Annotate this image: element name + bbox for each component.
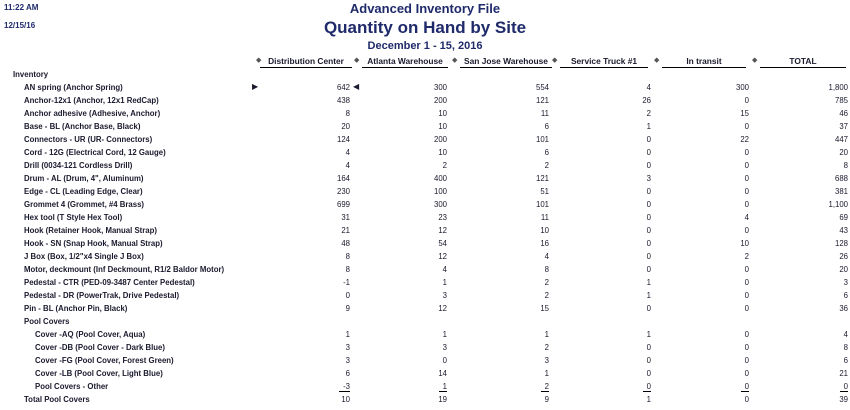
row-value[interactable]: 300	[433, 83, 447, 92]
row-value[interactable]: 1	[646, 122, 651, 131]
report-row[interactable]	[0, 368, 850, 381]
row-value[interactable]: 230	[336, 187, 350, 196]
column-sort-icon[interactable]: ◆	[256, 57, 262, 64]
row-value[interactable]: -3	[339, 382, 350, 391]
report-row[interactable]	[0, 264, 850, 277]
row-value[interactable]: 121	[535, 96, 549, 105]
row-value[interactable]: 1	[646, 291, 651, 300]
row-value[interactable]: 3	[442, 291, 447, 300]
column-header[interactable]: TOTAL	[760, 56, 846, 68]
row-value[interactable]: 124	[336, 135, 350, 144]
row-label: Hook - SN (Snap Hook, Manual Strap)	[24, 239, 163, 248]
report-time: 11:22 AM	[4, 3, 39, 12]
row-value[interactable]: 0	[646, 200, 651, 209]
row-value[interactable]: 2	[646, 109, 651, 118]
row-value[interactable]: 0	[744, 200, 749, 209]
report-row[interactable]	[0, 199, 850, 212]
column-header[interactable]: San Jose Warehouse	[460, 56, 552, 68]
row-value[interactable]: 1	[544, 369, 549, 378]
column-sort-icon[interactable]: ◆	[452, 57, 458, 64]
row-value[interactable]: 26	[642, 96, 651, 105]
row-value[interactable]: 0	[646, 343, 651, 352]
row-value[interactable]: 1	[442, 278, 447, 287]
row-value[interactable]: 0	[744, 226, 749, 235]
row-value[interactable]: 642	[336, 83, 350, 92]
row-label: Hook (Retainer Hook, Manual Strap)	[24, 226, 157, 235]
row-value[interactable]: 14	[438, 369, 447, 378]
row-value[interactable]: 4	[442, 265, 447, 274]
row-value[interactable]: 69	[839, 213, 848, 222]
report-row[interactable]	[0, 303, 850, 316]
report-row[interactable]	[0, 355, 850, 368]
row-value[interactable]: 1	[646, 395, 651, 404]
report-row[interactable]	[0, 69, 850, 82]
row-value[interactable]: 128	[834, 239, 848, 248]
row-value[interactable]: 4	[345, 161, 350, 170]
row-value[interactable]: 0	[744, 161, 749, 170]
row-value[interactable]: 0	[646, 265, 651, 274]
row-value[interactable]: 1	[544, 330, 549, 339]
row-label: Pedestal - DR (PowerTrak, Drive Pedestal)	[24, 291, 180, 300]
row-value[interactable]: 43	[839, 226, 848, 235]
row-value[interactable]: 1	[646, 278, 651, 287]
row-value[interactable]: 16	[540, 239, 549, 248]
row-value[interactable]: 0	[646, 304, 651, 313]
row-value[interactable]: 19	[438, 395, 447, 404]
report-row[interactable]	[0, 381, 850, 394]
row-value[interactable]: 15	[540, 304, 549, 313]
row-value[interactable]: 1	[646, 330, 651, 339]
row-value[interactable]: 0	[744, 187, 749, 196]
row-value[interactable]: 9	[345, 304, 350, 313]
row-label: Anchor-12x1 (Anchor, 12x1 RedCap)	[24, 96, 159, 105]
row-value[interactable]: 20	[839, 265, 848, 274]
row-value[interactable]: 101	[535, 200, 549, 209]
row-value[interactable]: 4	[744, 213, 749, 222]
row-value[interactable]: 200	[433, 96, 447, 105]
row-value[interactable]: 0	[646, 148, 651, 157]
report-body	[0, 69, 850, 407]
row-value[interactable]: 0	[744, 278, 749, 287]
row-value[interactable]: 2	[544, 291, 549, 300]
row-value[interactable]: 8	[345, 252, 350, 261]
row-value[interactable]: 0	[646, 252, 651, 261]
column-header[interactable]: Service Truck #1	[560, 56, 648, 68]
row-value[interactable]: 15	[740, 109, 749, 118]
row-value[interactable]: 0	[646, 187, 651, 196]
row-value[interactable]: 8	[843, 161, 848, 170]
report-row[interactable]	[0, 238, 850, 251]
company-name: Advanced Inventory File	[349, 1, 501, 16]
row-value[interactable]: 6	[843, 291, 848, 300]
row-value[interactable]: 0	[744, 148, 749, 157]
row-label: Cord - 12G (Electrical Cord, 12 Gauge)	[24, 148, 166, 157]
row-value[interactable]: 12	[438, 252, 447, 261]
row-value[interactable]: 2	[544, 278, 549, 287]
row-value[interactable]: 4	[544, 252, 549, 261]
report-row[interactable]	[0, 316, 850, 329]
column-sort-icon[interactable]: ◆	[752, 57, 758, 64]
row-label: Base - BL (Anchor Base, Black)	[24, 122, 141, 131]
row-value[interactable]: 0	[741, 382, 749, 391]
row-value[interactable]: 0	[442, 356, 447, 365]
row-value[interactable]: 4	[345, 148, 350, 157]
row-value[interactable]: 8	[345, 265, 350, 274]
row-label: Cover -LB (Pool Cover, Light Blue)	[35, 369, 163, 378]
row-value[interactable]: 121	[535, 174, 549, 183]
row-value[interactable]: 688	[834, 174, 848, 183]
row-value[interactable]: 39	[839, 395, 848, 404]
row-value[interactable]: 381	[834, 187, 848, 196]
row-value[interactable]: 2	[544, 343, 549, 352]
report-row[interactable]	[0, 277, 850, 290]
report-row[interactable]	[0, 108, 850, 121]
row-value[interactable]: 12	[438, 226, 447, 235]
row-value[interactable]: 48	[341, 239, 350, 248]
row-value[interactable]: 2	[544, 161, 549, 170]
column-sort-icon[interactable]: ◆	[552, 57, 558, 64]
row-value[interactable]: 0	[646, 239, 651, 248]
row-value[interactable]: 0	[643, 382, 651, 391]
row-value[interactable]: 3	[843, 278, 848, 287]
row-value[interactable]: 23	[438, 213, 447, 222]
row-label: Inventory	[13, 70, 49, 79]
row-value[interactable]: 51	[540, 187, 549, 196]
row-value[interactable]: 0	[744, 304, 749, 313]
row-value[interactable]: 6	[544, 122, 549, 131]
column-sort-icon[interactable]: ◆	[354, 57, 360, 64]
report-row[interactable]	[0, 329, 850, 342]
row-label: Drum - AL (Drum, 4", Aluminum)	[24, 174, 144, 183]
row-value[interactable]: 10	[438, 109, 447, 118]
row-value[interactable]: 0	[840, 382, 848, 391]
report-row[interactable]	[0, 82, 850, 95]
row-label: J Box (Box, 1/2"x4 Single J Box)	[24, 252, 144, 261]
report-row[interactable]	[0, 134, 850, 147]
date-range: December 1 - 15, 2016	[367, 40, 483, 52]
row-value[interactable]: 101	[535, 135, 549, 144]
row-value[interactable]: 785	[834, 96, 848, 105]
report-row[interactable]	[0, 225, 850, 238]
row-value[interactable]: 31	[341, 213, 350, 222]
row-label: Anchor adhesive (Adhesive, Anchor)	[24, 109, 161, 118]
report-date: 12/15/16	[4, 21, 36, 30]
row-value[interactable]: 0	[744, 265, 749, 274]
row-value[interactable]: 0	[744, 369, 749, 378]
row-value[interactable]: 0	[646, 226, 651, 235]
row-value[interactable]: 6	[544, 148, 549, 157]
report-row[interactable]	[0, 186, 850, 199]
row-label: Total Pool Covers	[24, 395, 90, 404]
row-value[interactable]: 3	[646, 174, 651, 183]
row-value[interactable]: 554	[535, 83, 549, 92]
report-title: Quantity on Hand by Site	[323, 18, 527, 37]
row-value[interactable]: 10	[740, 239, 749, 248]
row-value[interactable]: 36	[839, 304, 848, 313]
row-value[interactable]: 9	[544, 395, 549, 404]
row-value[interactable]: 2	[541, 382, 549, 391]
row-value[interactable]: 10	[438, 148, 447, 157]
row-value[interactable]: 164	[336, 174, 350, 183]
row-value[interactable]: 6	[843, 356, 848, 365]
report-row[interactable]	[0, 290, 850, 303]
row-value[interactable]: 11	[540, 213, 549, 222]
row-value[interactable]: 0	[646, 161, 651, 170]
row-label: Pool Covers - Other	[35, 382, 109, 391]
row-value[interactable]: -1	[343, 278, 350, 287]
row-value[interactable]: 54	[438, 239, 447, 248]
row-value[interactable]: 699	[336, 200, 350, 209]
row-value[interactable]: 21	[341, 226, 350, 235]
row-value[interactable]: 2	[442, 161, 447, 170]
row-value[interactable]: 21	[839, 369, 848, 378]
row-value[interactable]: 2	[744, 252, 749, 261]
column-sort-icon[interactable]: ◆	[654, 57, 660, 64]
row-value[interactable]: 400	[433, 174, 447, 183]
row-label: Edge - CL (Leading Edge, Clear)	[24, 187, 143, 196]
column-header[interactable]: In transit	[662, 56, 746, 68]
row-value[interactable]: 3	[442, 343, 447, 352]
report-row[interactable]	[0, 173, 850, 186]
column-header-row	[0, 56, 850, 69]
column-header[interactable]: Atlanta Warehouse	[362, 56, 448, 68]
row-value[interactable]: 26	[839, 252, 848, 261]
row-value[interactable]: 1	[439, 382, 447, 391]
row-value[interactable]: 10	[438, 122, 447, 131]
row-value[interactable]: 1,800	[828, 83, 848, 92]
row-label: Cover -DB (Pool Cover - Dark Blue)	[35, 343, 165, 352]
row-value[interactable]: 0	[744, 174, 749, 183]
row-value[interactable]: 447	[834, 135, 848, 144]
row-value[interactable]: 0	[744, 96, 749, 105]
row-value[interactable]: 3	[544, 356, 549, 365]
row-value[interactable]: 100	[433, 187, 447, 196]
row-label: Drill (0034-121 Cordless Drill)	[24, 161, 133, 170]
report-row[interactable]	[0, 251, 850, 264]
row-value[interactable]: 0	[646, 135, 651, 144]
row-value[interactable]: 0	[744, 356, 749, 365]
row-label: Hex tool (T Style Hex Tool)	[24, 213, 123, 222]
row-value[interactable]: 0	[345, 291, 350, 300]
report-row[interactable]	[0, 121, 850, 134]
row-value[interactable]: 438	[336, 96, 350, 105]
row-value[interactable]: 4	[646, 83, 651, 92]
row-label: Pedestal - CTR (PED-09-3487 Center Pedestal)	[24, 278, 195, 287]
row-value[interactable]: 12	[438, 304, 447, 313]
row-value[interactable]: 6	[345, 369, 350, 378]
report-row[interactable]	[0, 160, 850, 173]
row-label: Pool Covers	[24, 317, 70, 326]
row-value[interactable]: 10	[341, 395, 350, 404]
row-label: Cover -AQ (Pool Cover, Aqua)	[35, 330, 146, 339]
report-row[interactable]	[0, 147, 850, 160]
row-label: Cover -FG (Pool Cover, Forest Green)	[35, 356, 174, 365]
row-label: Connectors - UR (UR- Connectors)	[24, 135, 153, 144]
row-value[interactable]: 10	[540, 226, 549, 235]
row-value[interactable]: 11	[540, 109, 549, 118]
row-value[interactable]: 0	[744, 395, 749, 404]
row-value[interactable]: 0	[744, 291, 749, 300]
row-value[interactable]: 300	[433, 200, 447, 209]
row-pointer-icon: ▶	[252, 82, 259, 91]
row-label: Grommet 4 (Grommet, #4 Brass)	[24, 200, 145, 209]
row-value[interactable]: 3	[345, 343, 350, 352]
row-label: AN spring (Anchor Spring)	[24, 83, 123, 92]
row-value[interactable]: 0	[646, 369, 651, 378]
report-row[interactable]	[0, 394, 850, 407]
row-label: Motor, deckmount (Inf Deckmount, R1/2 Baldor Motor)	[24, 265, 225, 274]
row-value[interactable]: 0	[646, 356, 651, 365]
row-value[interactable]: 300	[735, 83, 749, 92]
row-value[interactable]: 0	[744, 122, 749, 131]
report-row[interactable]	[0, 95, 850, 108]
row-value[interactable]: 8	[843, 343, 848, 352]
report-row[interactable]	[0, 212, 850, 225]
row-value[interactable]: 22	[740, 135, 749, 144]
row-value[interactable]: 8	[544, 265, 549, 274]
row-label: Pin - BL (Anchor Pin, Black)	[24, 304, 128, 313]
row-value[interactable]: 20	[839, 148, 848, 157]
row-value[interactable]: 1,100	[828, 200, 848, 209]
row-value[interactable]: 20	[341, 122, 350, 131]
row-value[interactable]: 1	[345, 330, 350, 339]
row-value[interactable]: 0	[744, 343, 749, 352]
row-value[interactable]: 0	[744, 330, 749, 339]
report-row[interactable]	[0, 342, 850, 355]
row-value[interactable]: 46	[839, 109, 848, 118]
row-value[interactable]: 0	[646, 213, 651, 222]
row-value[interactable]: 37	[839, 122, 848, 131]
row-value[interactable]: 8	[345, 109, 350, 118]
cell-pointer-icon: ◀	[353, 82, 360, 91]
column-header[interactable]: Distribution Center	[260, 56, 352, 68]
row-value[interactable]: 4	[843, 330, 848, 339]
row-value[interactable]: 1	[442, 330, 447, 339]
row-value[interactable]: 200	[433, 135, 447, 144]
row-value[interactable]: 3	[345, 356, 350, 365]
